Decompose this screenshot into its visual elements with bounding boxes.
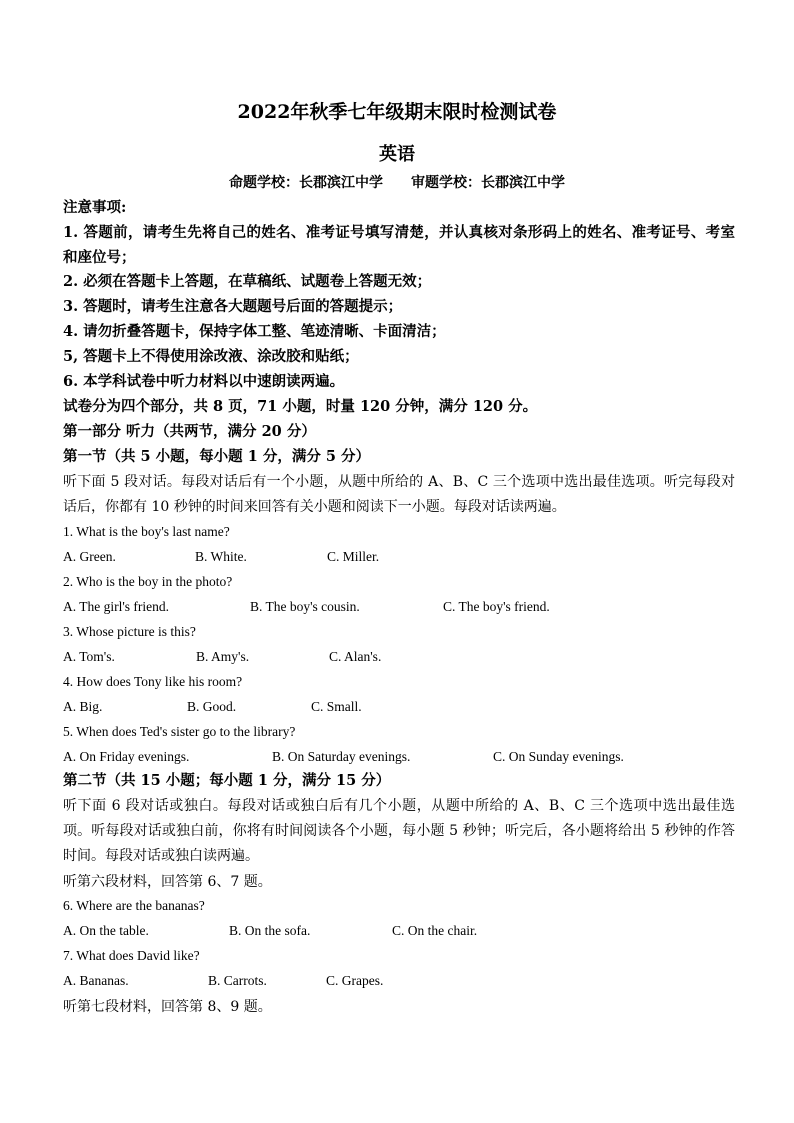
q6-option-b: B. On the sofa. (229, 923, 311, 938)
notes-item-6: 6. 本学科试卷中听力材料以中速朗读两遍。 (63, 373, 345, 390)
section1-instructions: 听下面 5 段对话。每段对话后有一个小题，从题中所给的 A、B、C 三个选项中选出最佳选项。听完每段对话后，你都有 10 秒钟的时间来回答有关小题和阅读下一小题。每段对话读两遍。 (63, 474, 735, 515)
q7-option-c: C. Grapes. (326, 973, 384, 988)
q6-option-c: C. On the chair. (392, 923, 478, 938)
q5-option-c: C. On Sunday evenings. (493, 749, 624, 764)
q5-option-a: A. On Friday evenings. (63, 749, 190, 764)
part1-heading: 第一部分 听力（共两节，满分 20 分） (63, 423, 316, 440)
q5-option-b: B. On Saturday evenings. (272, 749, 411, 764)
q2-option-b: B. The boy's cousin. (250, 599, 360, 614)
q1-option-c: C. Miller. (327, 549, 380, 564)
notes-item-2: 2. 必须在答题卡上答题，在草稿纸、试题卷上答题无效； (63, 273, 432, 290)
notes-item-4: 4. 请勿折叠答题卡，保持字体工整、笔迹清晰、卡面清洁； (63, 323, 446, 340)
q3-option-b: B. Amy's. (196, 649, 250, 664)
q3-option-a: A. Tom's. (63, 649, 115, 664)
exam-title: 2022年秋季七年级期末限时检测试卷 (237, 101, 557, 123)
notes-item-5: 5, 答题卡上不得使用涂改液、涂改胶和贴纸； (63, 348, 359, 365)
q4-option-a: A. Big. (63, 699, 103, 714)
question-2: 2. Who is the boy in the photo? (63, 574, 233, 589)
school-line: 命题学校：长郡滨江中学 审题学校：长郡滨江中学 (229, 175, 565, 191)
notes-heading: 注意事项: (63, 199, 127, 216)
material-7-note: 听第七段材料，回答第 8、9 题。 (63, 999, 272, 1015)
section2-heading: 第二节（共 15 小题；每小题 1 分，满分 15 分） (63, 772, 391, 789)
question-4: 4. How does Tony like his room? (63, 674, 243, 689)
q1-option-b: B. White. (195, 549, 247, 564)
q1-option-a: A. Green. (63, 549, 116, 564)
q3-option-c: C. Alan's. (329, 649, 382, 664)
notes-item-3: 3. 答题时，请考生注意各大题题号后面的答题提示； (63, 298, 403, 315)
q2-option-c: C. The boy's friend. (443, 599, 550, 614)
question-6: 6. Where are the bananas? (63, 898, 205, 913)
question-5: 5. When does Ted's sister go to the library? (63, 724, 296, 739)
q4-option-b: B. Good. (187, 699, 237, 714)
question-7: 7. What does David like? (63, 948, 200, 963)
question-1: 1. What is the boy's last name? (63, 524, 230, 539)
q6-option-a: A. On the table. (63, 923, 149, 938)
exam-summary: 试卷分为四个部分，共 8 页，71 小题，时量 120 分钟，满分 120 分。 (63, 398, 538, 415)
notes-item-1: 1. 答题前，请考生先将自己的姓名、准考证号填写清楚，并认真核对条形码上的姓名、准考证号、考室和座位号； (63, 224, 735, 266)
subject-title: 英语 (379, 144, 415, 165)
question-3: 3. Whose picture is this? (63, 624, 196, 639)
material-6-note: 听第六段材料，回答第 6、7 题。 (63, 874, 272, 890)
q7-option-b: B. Carrots. (208, 973, 267, 988)
section2-instructions: 听下面 6 段对话或独白。每段对话或独白后有几个小题，从题中所给的 A、B、C 三个选项中选出最佳选项。听每段对话或独白前，你将有时间阅读各个小题，每小题 5 秒钟；听完后，各小题将给出 5 秒钟的作答时间。每段对话或独白读两遍。 (63, 798, 735, 864)
section1-heading: 第一节（共 5 小题，每小题 1 分，满分 5 分） (63, 448, 371, 465)
q2-option-a: A. The girl's friend. (63, 599, 170, 614)
q4-option-c: C. Small. (311, 699, 362, 714)
q7-option-a: A. Bananas. (63, 973, 129, 988)
